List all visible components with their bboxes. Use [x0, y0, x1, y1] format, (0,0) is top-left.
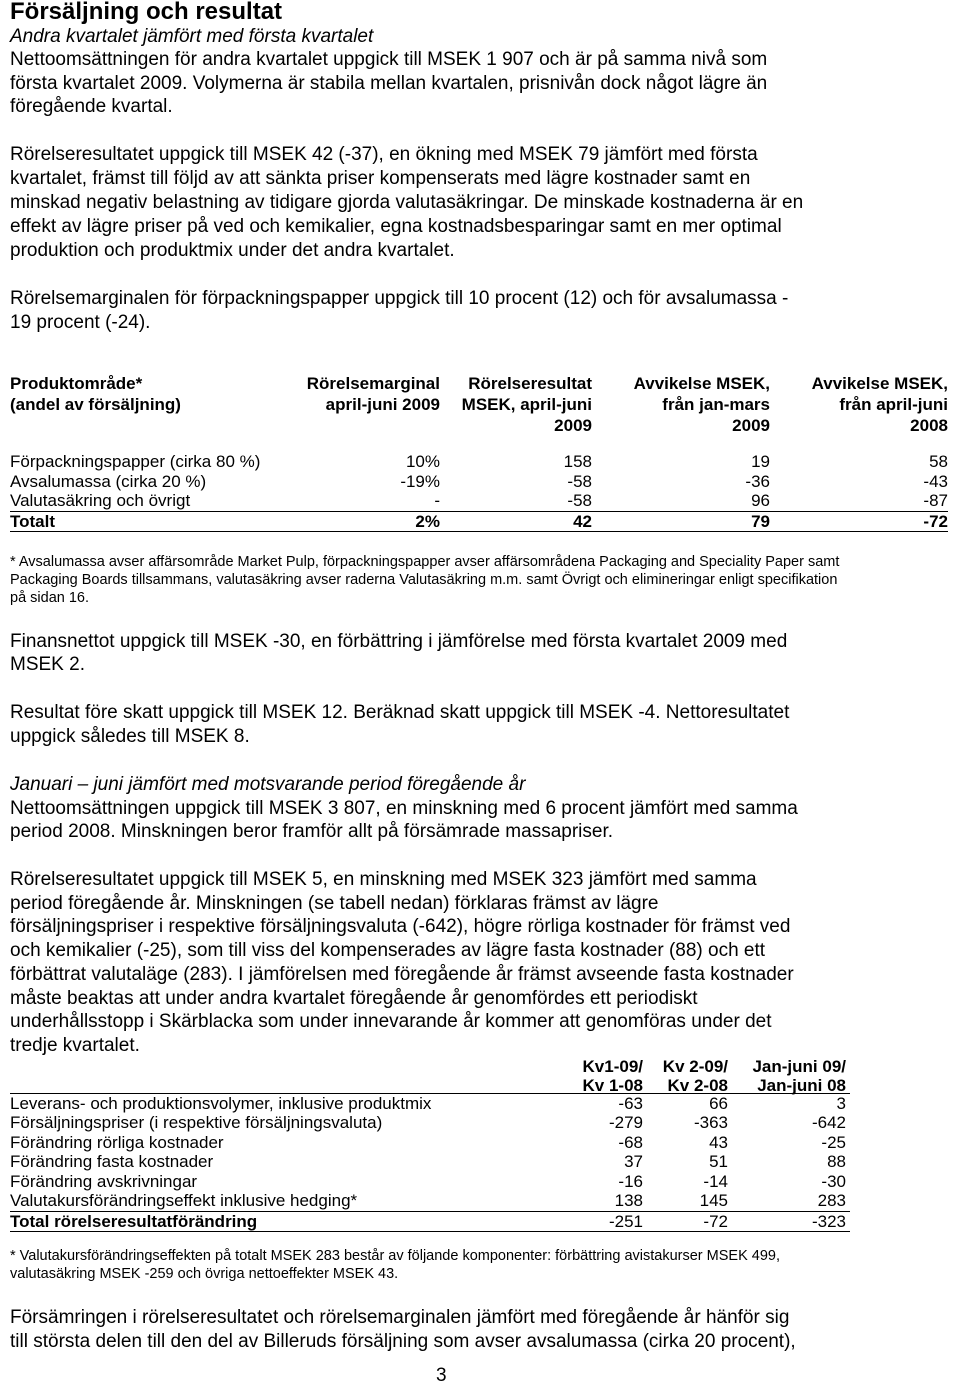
- cell-value: -63: [618, 1093, 643, 1113]
- cell-value: -87: [923, 491, 948, 510]
- cell-value: -19%: [400, 471, 440, 491]
- text-line: Resultat före skatt uppgick till MSEK 12. Beräknad skatt uppgick till MSEK -4. Nettoresultatet: [10, 702, 790, 723]
- cell-value: -14: [703, 1171, 728, 1191]
- table-row: [10, 1094, 850, 1114]
- h1-vs-h1-section: [10, 773, 798, 844]
- cell-value: -72: [703, 1211, 728, 1231]
- cell-value: 283: [817, 1191, 846, 1210]
- text-line: kvartalet, främst till följd av att sänkta priser kompenserats med lägre kostnader samt en: [10, 168, 751, 189]
- operating-result-q2-paragraph: [10, 143, 803, 263]
- segment-header-operating-result: [462, 373, 592, 436]
- header-line: Produktområde*: [10, 373, 143, 393]
- text-line: underhållsstopp i Skärblacka som under innevarande år kommer att genomföras under det: [10, 1011, 772, 1033]
- segment-table-body: [10, 452, 948, 532]
- footnote-line: * Valutakursförändringseffekten på totalt MSEK 283 består av följande komponenter: förbättring avistakurser MSEK 499,: [10, 1248, 781, 1264]
- row-label: Valutasäkring och övrigt: [10, 491, 191, 510]
- cell-value: 19: [751, 452, 770, 471]
- row-label: Totalt: [10, 511, 56, 531]
- cell-value: 88: [827, 1152, 846, 1171]
- text-line: förbättrat valutaläge (283). I jämförelsen med föregående år främst avseende fasta kostnader: [10, 963, 794, 985]
- header-line: MSEK, april-juni: [461, 394, 592, 414]
- text-line: 19 procent (-24).: [10, 312, 151, 333]
- bridge-table-body: [10, 1093, 850, 1233]
- text-line: Försämringen i rörelseresultatet och rörelsemarginalen jämfört med föregående år hänför sig: [10, 1307, 790, 1328]
- text-line: försäljningspriser i respektive försäljningsvaluta (-642), högre rörliga kostnader för främst ved: [10, 916, 791, 938]
- footnote-line: valutasäkring MSEK -259 och övriga nettoeffekter MSEK 43.: [10, 1266, 399, 1282]
- pre-tax-paragraph: [10, 701, 789, 749]
- cell-value: -: [434, 491, 440, 510]
- cell-value: -25: [821, 1132, 846, 1152]
- cell-value: -642: [811, 1113, 846, 1132]
- cell-value: 58: [929, 452, 948, 471]
- header-line: 2009: [732, 415, 770, 435]
- header-line: Jan-juni 09/: [752, 1056, 846, 1076]
- text-line: Rörelseresultatet uppgick till MSEK 5, en minskning med MSEK 323 jämfört med samma: [10, 869, 757, 890]
- bridge-table-header: [10, 1057, 850, 1095]
- text-line: föregående kvartal.: [10, 96, 173, 118]
- cell-value: 51: [709, 1152, 728, 1171]
- header-line: från jan-mars: [662, 394, 770, 414]
- cell-value: -363: [693, 1113, 728, 1132]
- q2-vs-q1-section: [10, 25, 767, 119]
- table-row: [10, 491, 948, 511]
- segment-header-deviation-q1: [634, 373, 770, 436]
- header-line: Kv1-09/: [582, 1056, 643, 1076]
- table-total-row: [10, 511, 948, 533]
- header-line: Avvikelse MSEK,: [811, 373, 948, 393]
- cell-value: -251: [608, 1211, 643, 1231]
- header-line: Kv 2-08: [667, 1075, 728, 1095]
- cell-value: -68: [618, 1132, 643, 1152]
- row-label: Leverans- och produktionsvolymer, inklusive produktmix: [10, 1093, 432, 1113]
- text-line: Rörelsemarginalen för förpackningspapper uppgick till 10 procent (12) och för avsalumassa -: [10, 288, 789, 309]
- text-line: uppgick således till MSEK 8.: [10, 726, 250, 747]
- cell-value: 79: [751, 511, 770, 531]
- table-total-row: [10, 1211, 850, 1233]
- bridge-header-q1: [583, 1057, 643, 1095]
- subsection-heading: Andra kvartalet jämfört med första kvartalet: [10, 26, 374, 47]
- header-line: Kv 1-08: [582, 1075, 643, 1095]
- cell-value: -279: [608, 1113, 643, 1132]
- margin-paragraph: [10, 287, 788, 335]
- cell-value: -43: [923, 471, 948, 491]
- row-label: Förändring rörliga kostnader: [10, 1132, 224, 1152]
- text-line: måste beaktas att under andra kvartalet föregående år genomfördes ett periodiskt: [10, 987, 698, 1009]
- header-line: Rörelsemarginal: [306, 373, 440, 393]
- row-label: Valutakursförändringseffekt inklusive hedging*: [10, 1191, 358, 1210]
- text-line: tredje kvartalet.: [10, 1034, 140, 1056]
- subsection-heading: Januari – juni jämfört med motsvarande period föregående år: [10, 774, 526, 796]
- header-line: (andel av försäljning): [10, 394, 181, 414]
- cell-value: 158: [563, 452, 592, 471]
- segment-table-footnote: [10, 553, 839, 607]
- header-line: 2009: [554, 415, 592, 435]
- text-line: minskad negativ belastning av tidigare gjorda valutasäkringar. De minskade kostnaderna är en: [10, 192, 804, 213]
- table-row: [10, 1172, 850, 1192]
- row-label: Total rörelseresultatförändring: [10, 1211, 258, 1231]
- cell-value: 138: [614, 1191, 643, 1210]
- deterioration-paragraph: [10, 1306, 796, 1354]
- row-label: Försäljningspriser (i respektive försäljningsvaluta): [10, 1113, 383, 1132]
- bridge-header-q2: [663, 1057, 728, 1095]
- text-line: Nettoomsättningen uppgick till MSEK 3 807, en minskning med 6 procent jämfört med samma: [10, 797, 798, 819]
- row-label: Förändring avskrivningar: [10, 1171, 198, 1191]
- header-line: Avvikelse MSEK,: [633, 373, 770, 393]
- table-row: [10, 472, 948, 492]
- table-row: [10, 1133, 850, 1153]
- bridge-header-h1: [752, 1057, 846, 1095]
- segment-header-deviation-prev-year: [812, 373, 948, 436]
- text-line: första kvartalet 2009. Volymerna är stabila mellan kvartalen, prisnivån dock något lägre än: [10, 72, 768, 94]
- cell-value: -30: [821, 1171, 846, 1191]
- cell-value: 145: [699, 1191, 728, 1210]
- cell-value: 43: [709, 1132, 728, 1152]
- header-line: april-juni 2009: [325, 394, 440, 414]
- cell-value: -58: [567, 491, 592, 510]
- segment-header-product-area: [10, 373, 181, 415]
- cell-value: 66: [709, 1093, 728, 1113]
- text-line: Nettoomsättningen för andra kvartalet uppgick till MSEK 1 907 och är på samma nivå som: [10, 49, 768, 71]
- bridge-table-footnote: [10, 1247, 780, 1283]
- table-row: [10, 1152, 850, 1172]
- cell-value: 3: [836, 1093, 846, 1113]
- text-line: MSEK 2.: [10, 654, 85, 675]
- page-number: 3: [436, 1365, 447, 1386]
- finance-net-paragraph: [10, 630, 787, 677]
- table-row: [10, 1191, 850, 1211]
- cell-value: -36: [745, 471, 770, 491]
- footnote-line: på sidan 16.: [10, 590, 90, 606]
- cell-value: 2%: [415, 511, 440, 531]
- footnote-line: * Avsalumassa avser affärsområde Market Pulp, förpackningspapper avser affärsområdena Packaging and Speciality Paper samt: [10, 554, 840, 570]
- table-row: [10, 452, 948, 472]
- footnote-line: Packaging Boards tillsammans, valutasäkring avser raderna Valutasäkring m.m. samt Övrigt och elimineringar enligt specifikation: [10, 572, 838, 588]
- section-title: Försäljning och resultat: [10, 0, 283, 25]
- cell-value: 37: [624, 1152, 643, 1171]
- text-line: produktion och produktmix under det andra kvartalet.: [10, 240, 455, 261]
- text-line: och kemikalier (-25), som till viss del kompenserades av lägre fasta kostnader (88) och ett: [10, 940, 766, 962]
- cell-value: 10%: [405, 452, 440, 471]
- cell-value: -16: [618, 1171, 643, 1191]
- text-line: period 2008. Minskningen beror framför allt på försämrade massapriser.: [10, 821, 614, 843]
- segment-header-operating-margin: [307, 373, 440, 415]
- text-line: till största delen till den del av Billeruds försäljning som avser avsalumassa (cirka 20 procent),: [10, 1331, 796, 1352]
- cell-value: -58: [567, 471, 592, 491]
- text-line: Rörelseresultatet uppgick till MSEK 42 (-37), en ökning med MSEK 79 jämfört med första: [10, 144, 758, 165]
- text-line: Finansnettot uppgick till MSEK -30, en förbättring i jämförelse med första kvartalet 2009 med: [10, 630, 788, 652]
- operating-result-h1-paragraph: [10, 868, 794, 1058]
- cell-value: -72: [923, 511, 948, 531]
- header-line: Kv 2-09/: [662, 1056, 728, 1076]
- text-line: effekt av lägre priser på ved och kemikalier, egna kostnadsbesparingar samt en mer optimal: [10, 216, 782, 237]
- text-line: period föregående år. Minskningen (se tabell nedan) förklaras främst av lägre: [10, 892, 659, 914]
- header-line: Rörelseresultat: [468, 373, 592, 393]
- table-row: [10, 1113, 850, 1133]
- segment-table-header: [10, 373, 948, 436]
- header-line: från april-juni: [839, 394, 948, 414]
- header-line: Jan-juni 08: [757, 1075, 846, 1095]
- cell-value: -323: [811, 1211, 846, 1231]
- row-label: Förändring fasta kostnader: [10, 1152, 214, 1171]
- row-label: Avsalumassa (cirka 20 %): [10, 471, 207, 491]
- cell-value: 96: [751, 491, 770, 510]
- row-label: Förpackningspapper (cirka 80 %): [10, 452, 261, 471]
- header-line: 2008: [910, 415, 948, 435]
- cell-value: 42: [573, 511, 592, 531]
